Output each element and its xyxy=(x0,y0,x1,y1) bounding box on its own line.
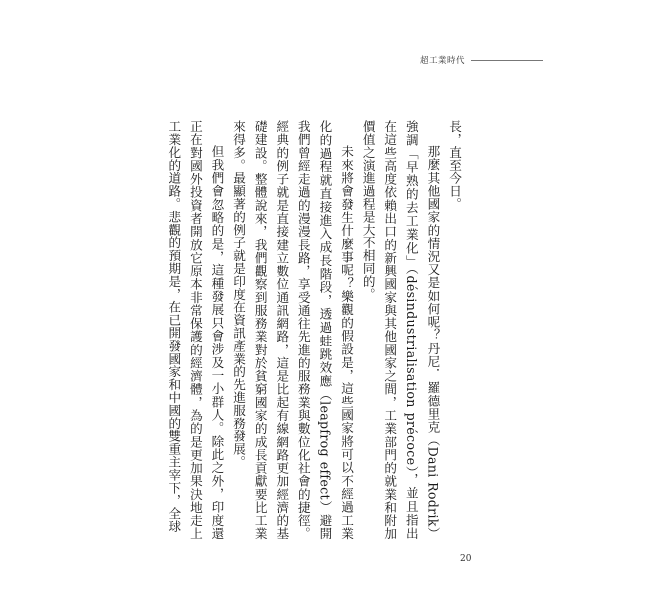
running-head xyxy=(420,54,543,66)
paragraph-3: 未來將會發生什麼事呢？樂觀的假設是，這些國家將可以不經過工業化的過程就直接進入成長階段，透過蛙跳效應（leapfrog effect）避開我們曾經走過的漫漫長路，享受通往先進的服務業與數位化社會的捷徑。經典的例子就是直接建立數位通訊網路，這是比起有線網路更加經濟的基礎建設。整體說來，我們觀察到服務業對於貧窮國家的成長貢獻要比工業來得多。最顯著的例子就是印度在資訊產業的先進服務發展。 xyxy=(231,120,355,540)
body-text xyxy=(163,120,465,540)
running-head-rule xyxy=(471,60,543,61)
page-number: 20 xyxy=(460,554,472,564)
paragraph-4: 但我們會忽略的是，這種發展只會涉及一小群人。除此之外，印度還正在對國外投資者開放它原本非常保護的經濟體，為的是更加果決地走上工業化的道路。悲觀的預期是，在已開發國家和中國的雙重主宰下，全球 xyxy=(166,120,225,540)
paragraph-1: 長，直至今日。 xyxy=(447,120,462,211)
paragraph-2: 那麼其他國家的情況又是如何呢？丹尼．羅德里克（Dani Rodrik）強調「早熟的去工業化」（désindustrialisation précoce），並且指出在這些高度依賴出口的新興國家與其他國家之間，工業部門的就業和附加價值之演進過程是大不相同的。 xyxy=(360,120,441,540)
running-head-title: 超工業時代 xyxy=(420,56,466,66)
